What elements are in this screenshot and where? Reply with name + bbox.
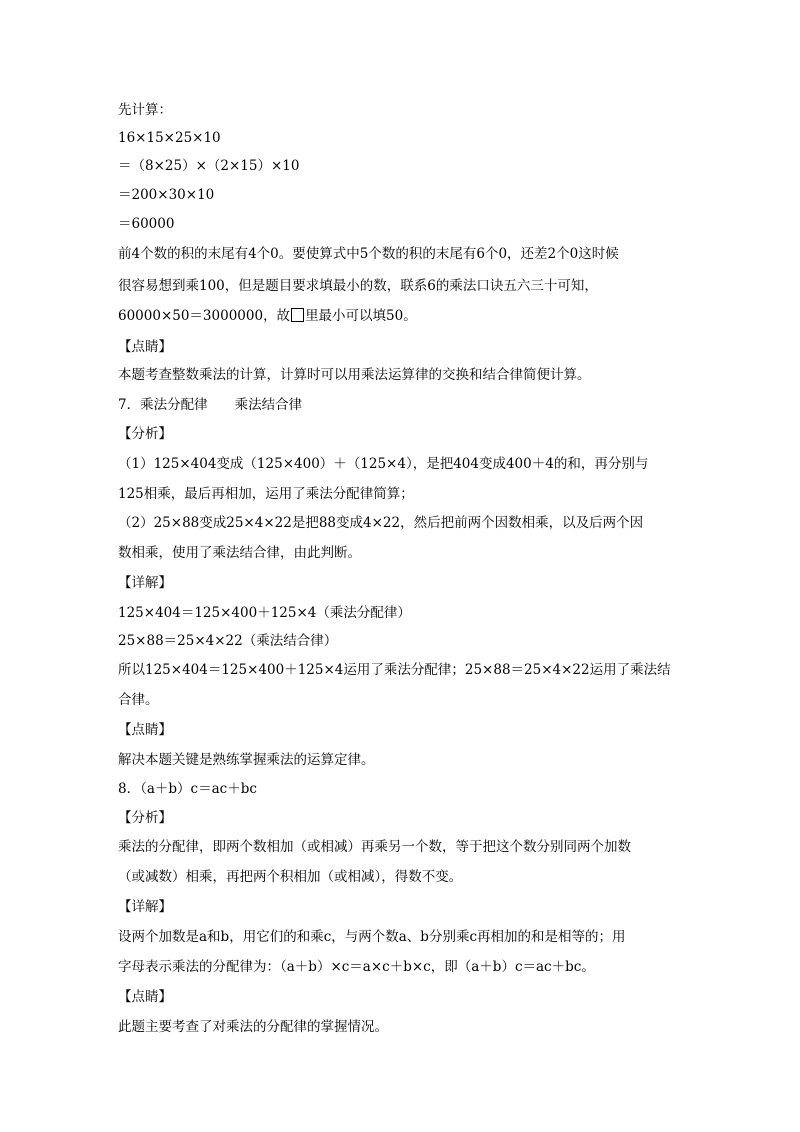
text-fragment: 里最小可以填50。 — [305, 308, 417, 324]
section-heading: 【详解】 — [118, 899, 172, 915]
text-line: 解决本题关键是熟练掌握乘法的运算定律。 — [118, 752, 375, 768]
equation-inline: 60000×50＝3000000 — [118, 308, 264, 324]
text-line: 前4个数的积的末尾有4个0。要使算式中5个数的积的末尾有6个0，还差2个0这时候 — [118, 246, 619, 262]
text-line: （或减数）相乘，再把两个积相加（或相减），得数不变。 — [118, 869, 463, 885]
equation-line: 125×404＝125×400＋125×4（乘法分配律） — [118, 605, 411, 621]
equation-line: ＝200×30×10 — [118, 187, 215, 203]
text-line: 设两个加数是a和b，用它们的和乘c，与两个数a、b分别乘c再相加的和是相等的；用 — [118, 929, 626, 945]
equation-line: 16×15×25×10 — [118, 130, 221, 146]
text-line: 所以125×404＝125×400＋125×4运用了乘法分配律；25×88＝25×4×22运用了乘法结 — [118, 662, 671, 678]
text-line: 乘法的分配律，即两个数相加（或相减）再乘另一个数，等于把这个数分别同两个加数 — [118, 839, 631, 855]
section-heading: 【分析】 — [118, 426, 172, 442]
text-line: 先计算： — [118, 102, 172, 118]
text-line: 字母表示乘法的分配律为：（a＋b）×c＝a×c＋b×c，即（a＋b）c＝ac＋bc。 — [118, 959, 595, 975]
text-line: 125相乘，最后再相加，运用了乘法分配律简算； — [118, 486, 414, 502]
question-title: 8．（a＋b）c＝ac＋bc — [118, 781, 257, 797]
section-heading: 【点睛】 — [118, 339, 172, 355]
section-heading: 【详解】 — [118, 575, 172, 591]
text-line: （1）125×404变成（125×400）＋（125×4），是把404变成400＋4的和，再分别与 — [118, 456, 649, 472]
text-line: 此题主要考查了对乘法的分配律的掌握情况。 — [118, 1019, 388, 1035]
section-heading: 【分析】 — [118, 810, 172, 826]
text-line — [118, 307, 417, 325]
text-line: 合律。 — [118, 692, 159, 708]
blank-box — [291, 308, 304, 322]
text-fragment: ，故 — [263, 308, 291, 324]
text-line: 数相乘，使用了乘法结合律，由此判断。 — [118, 545, 361, 561]
section-heading: 【点睛】 — [118, 722, 172, 738]
text-line: 很容易想到乘100，但是题目要求填最小的数，联系6的乘法口诀五六三十可知， — [118, 278, 598, 294]
text-line: 本题考查整数乘法的计算，计算时可以用乘法运算律的交换和结合律简便计算。 — [118, 367, 591, 383]
question-title: 7．乘法分配律 乘法结合律 — [118, 397, 303, 413]
equation-line: ＝60000 — [118, 216, 175, 232]
equation-line: 25×88＝25×4×22（乘法结合律） — [118, 633, 338, 649]
equation-line: ＝（8×25）×（2×15）×10 — [118, 158, 300, 174]
section-heading: 【点睛】 — [118, 989, 172, 1005]
text-line: （2）25×88变成25×4×22是把88变成4×22，然后把前两个因数相乘，以及后两个因 — [118, 515, 644, 531]
